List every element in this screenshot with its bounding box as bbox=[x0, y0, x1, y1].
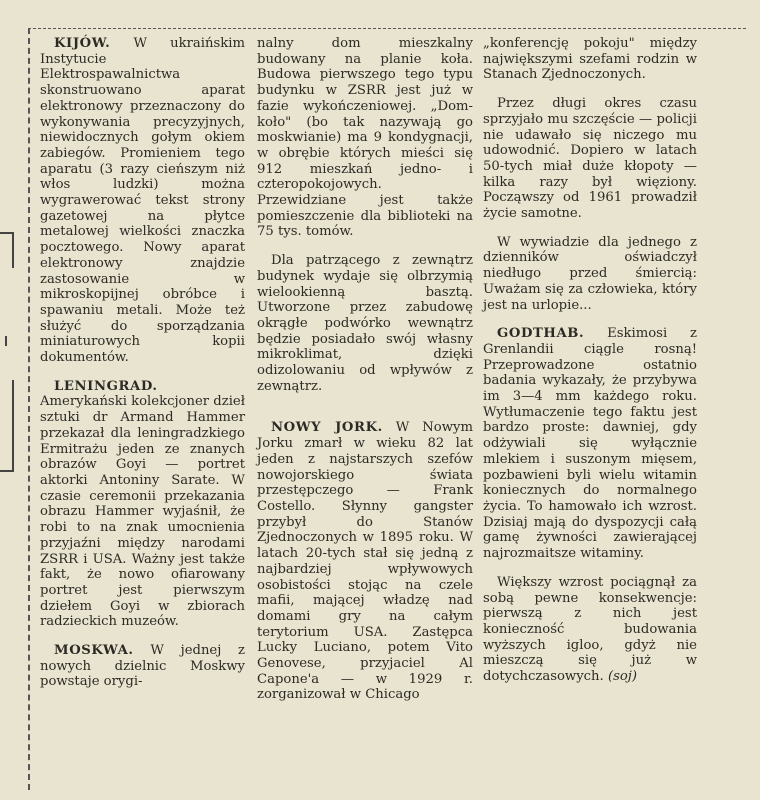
paragraph-text: nalny dom mieszkalny budowany na planie koła. Budowa pierwszego tego typu budynku w ZSRR jest już w fazie wykończeniowej. „Dom-koło" (bo tak nazywają go moskwianie) ma 9 kondygnacji, w obrębie których mieści się 912 mieszkań jedno- i czteropokojowych. Przewidziane jest także pomieszczenie dla biblioteki na 75 tys. tomów. bbox=[257, 36, 473, 240]
paragraph-text: Eskimosi z Grenlandii ciągle rosną! Przeprowadzone ostatnio badania wykazały, że przybywa im 3—4 mm każdego roku. Wytłumaczenie tego faktu jest bardzo proste: dawniej, gdy odżywiali się wyłącznie mlekiem i suszonym mięsem, pozbawieni byli wielu witamin koniecznych do normalnego życia. To hamowało ich wzrost. Dzisiaj mają do dyspozycji całą gamę żywności zawierającej najrozmaitsze witaminy. bbox=[483, 326, 697, 562]
paragraph-text: Przez długi okres czasu sprzyjało mu szczęście — policji nie udawało się niczego mu udowodnić. Dopiero w latach 50-tych miał duże kłopoty — kilka razy był więziony. Począwszy od 1961 prowadził życie samotne. bbox=[483, 96, 697, 222]
paragraph-text: „konferencję pokoju" między największymi szefami rodzin w Stanach Zjednoczonych. bbox=[483, 36, 697, 83]
column-3 bbox=[483, 36, 697, 698]
dateline-leningrad: LENINGRAD. bbox=[54, 378, 158, 394]
left-edge-tick bbox=[5, 336, 7, 346]
paragraph-text: W Nowym Jorku zmarł w wieku 82 lat jeden z najstarszych szefów nowojorskiego świata przestępczego — Frank Costello. Słynny gangster przybył do Stanów Zjednoczonych w 1895 roku. W latach 20-tych stał się jedną z najbardziej wpływowych osobistości stojąc na czele mafii, mającej władzę nad domami gry na całym terytorium USA. Zastępca Lucky Luciano, potem Vito Genovese, przyjaciel Al Capone'a — w 1929 r. zorganizował w Chicago bbox=[257, 420, 473, 703]
dateline-nowy-jork: NOWY JORK. bbox=[271, 420, 383, 436]
paragraph-text: W ukraińskim Instytucie Elektrospawalnictwa skonstruowano aparat elektronowy przeznaczony do wykonywania precyzyjnych, niewidocznych gołym okiem zabiegów. Promieniem tego aparatu (3 razy cieńszym niż włos ludzki) można wygrawerować tekst strony gazetowej na płytce metalowej wielkości znaczka pocztowego. Nowy aparat elektronowy znajdzie zastosowanie w mikroskopijnej obróbce i spawaniu metali. Może też służyć do sporządzania miniaturowych kopii dokumentów. bbox=[40, 36, 245, 366]
paragraph-godthab bbox=[483, 326, 697, 562]
paragraph-text: Amerykański kolekcjoner dzieł sztuki dr Armand Hammer przekazał dla leningradzkiego Ermitrażu jeden ze znanych obrazów Goyi — portret aktorki Antoniny Sarate. W czasie ceremonii przekazania obrazu Hammer wyjaśnił, że robi to na znak umocnienia przyjaźni między narodami ZSRR i USA. Ważny jest także fakt, że nowo ofiarowany portret jest pierwszym dziełem Goyi w zbiorach radzieckich muzeów. bbox=[40, 394, 245, 630]
paragraph-costello-2 bbox=[483, 96, 697, 222]
paragraph-nowy-jork bbox=[257, 420, 473, 703]
paragraph-moskwa bbox=[40, 643, 245, 690]
paragraph-moskwa-cont bbox=[257, 36, 473, 240]
paragraph-text: Dla patrzącego z zewnątrz budynek wydaje się olbrzymią wielookienną basztą. Utworzone przez zabudowę okrągłe podwórko wewnątrz będzie posiadało swój własny mikroklimat, dzięki odizolowaniu od wpływów z zewnątrz. bbox=[257, 253, 473, 394]
paragraph-leningrad bbox=[40, 379, 245, 630]
column-2 bbox=[257, 36, 473, 716]
paragraph-moskwa-2 bbox=[257, 253, 473, 394]
paragraph-costello-3 bbox=[483, 235, 697, 314]
column-1 bbox=[40, 36, 245, 703]
dateline-kijow: KIJÓW. bbox=[54, 36, 111, 51]
paragraph-kijow bbox=[40, 36, 245, 366]
left-edge-bracket-lower bbox=[0, 380, 14, 472]
dateline-moskwa: MOSKWA. bbox=[54, 643, 134, 659]
paragraph-text: W wywiadzie dla jednego z dzienników oświadczył niedługo przed śmiercią: Uważam się za człowieka, który jest na urlopie... bbox=[483, 234, 697, 313]
paragraph-text: Większy wzrost pociągnął za sobą pewne konsekwencje: pierwszą z nich jest konieczność budowania wyższych igloo, gdyż nie mieszczą się już w dotychczasowych. bbox=[483, 574, 697, 685]
paragraph-godthab-2 bbox=[483, 575, 697, 685]
paragraph-text: W jednej z nowych dzielnic Moskwy powstaje orygi- bbox=[40, 643, 245, 690]
paragraph-nowy-jork-cont bbox=[483, 36, 697, 83]
left-edge-bracket bbox=[0, 232, 14, 268]
author-signature: (soj) bbox=[607, 669, 638, 685]
dateline-godthab: GODTHAB. bbox=[497, 326, 585, 342]
